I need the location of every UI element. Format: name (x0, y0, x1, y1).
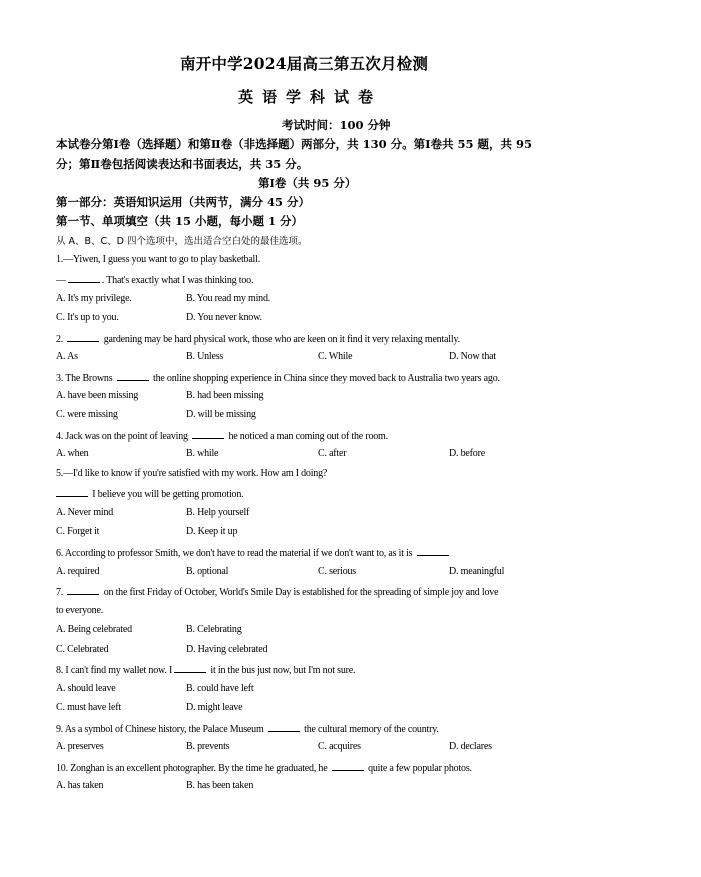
q5-option-a: A. Never mind (56, 507, 114, 518)
q6-option-d: D. meaningful (449, 566, 505, 577)
q-text: 9. As a symbol of Chinese history, the Palace Museum (56, 724, 266, 735)
q-text: 6. According to professor Smith, we don't have to read the material if we don't want to, as it is (56, 548, 415, 559)
question-1-stem: 1.—Yiwen, I guess you want to go to play basketball. (56, 254, 261, 265)
answer-blank (117, 371, 149, 381)
q-text: quite a few popular photos. (365, 763, 472, 774)
q1-option-b: B. You read my mind. (186, 293, 271, 304)
q7-option-a: A. Being celebrated (56, 624, 132, 635)
question-7-stem (56, 585, 498, 598)
reply-text: . That's exactly what I was thinking too. (101, 275, 254, 286)
q2-option-d: D. Now that (449, 351, 496, 362)
q-text: it in the bus just now, but I'm not sure. (208, 665, 356, 676)
q10-option-b: B. has been taken (186, 780, 254, 791)
q7-option-d: D. Having celebrated (186, 644, 268, 655)
q-text: 8. I can't find my wallet now. I (56, 665, 173, 676)
q2-option-b: B. Unless (186, 351, 224, 362)
q5-option-c: C. Forget it (56, 526, 100, 537)
q3-option-d: D. will be missing (186, 409, 256, 420)
question-2-stem (56, 332, 460, 345)
q4-option-b: B. while (186, 448, 219, 459)
q9-option-d: D. declares (449, 741, 492, 752)
q10-option-a: A. has taken (56, 780, 104, 791)
answer-blank (56, 487, 88, 497)
answer-blank (417, 546, 449, 556)
q5-option-d: D. Keep it up (186, 526, 238, 537)
question-6-stem (56, 546, 451, 559)
q9-option-b: B. prevents (186, 741, 230, 752)
exam-subtitle: 英语学科试卷 (238, 88, 383, 106)
q-num: 7. (56, 587, 66, 598)
part-heading: 第一部分：英语知识运用（共两节，满分 45 分） (56, 195, 311, 209)
question-10-stem (56, 761, 472, 774)
q7-option-c: C. Celebrated (56, 644, 109, 655)
q-text: 10. Zonghan is an excellent photographer. By the time he graduated, he (56, 763, 330, 774)
question-7-stem-cont: to everyone. (56, 605, 104, 616)
q4-option-a: A. when (56, 448, 89, 459)
answer-blank (174, 663, 206, 673)
q-text: 3. The Browns (56, 373, 115, 384)
intro-line-1: 本试卷分第Ⅰ卷（选择题）和第Ⅱ卷（非选择题）两部分，共 130 分。第Ⅰ卷共 55 题，共 95 (56, 137, 532, 151)
answer-blank (67, 332, 99, 342)
section-heading: 第一节、单项填空（共 15 小题，每小题 1 分） (56, 214, 304, 228)
question-9-stem (56, 722, 439, 735)
q3-option-a: A. have been missing (56, 390, 139, 401)
question-4-stem (56, 429, 388, 442)
reply-text: I believe you will be getting promotion. (90, 489, 244, 500)
q4-option-d: D. before (449, 448, 485, 459)
exam-title: 南开中学2024届高三第五次月检测 (180, 54, 429, 73)
q9-option-a: A. preserves (56, 741, 104, 752)
q-text: 4. Jack was on the point of leaving (56, 431, 191, 442)
q4-option-c: C. after (318, 448, 347, 459)
question-1-reply (56, 273, 253, 286)
q-text: he noticed a man coming out of the room. (226, 431, 388, 442)
q1-option-c: C. It's up to you. (56, 312, 119, 323)
question-5-stem: 5.—I'd like to know if you're satisfied with my work. How am I doing? (56, 468, 328, 479)
q8-option-b: B. could have left (186, 683, 254, 694)
q5-option-b: B. Help yourself (186, 507, 250, 518)
dash: — (56, 275, 66, 286)
q-text: the online shopping experience in China since they moved back to Australia two years ago. (150, 373, 500, 384)
q2-option-a: A. As (56, 351, 78, 362)
q1-option-a: A. It's my privilege. (56, 293, 132, 304)
q3-option-b: B. had been missing (186, 390, 264, 401)
q6-option-b: B. optional (186, 566, 229, 577)
answer-blank (192, 429, 224, 439)
q6-option-c: C. serious (318, 566, 357, 577)
q-text: on the first Friday of October, World's Smile Day is established for the spreading of simple joy and love (101, 587, 499, 598)
q-text: gardening may be hard physical work, those who are keen on it find it very relaxing mentally. (101, 334, 460, 345)
question-5-reply (56, 487, 243, 500)
q8-option-d: D. might leave (186, 702, 243, 713)
q6-option-a: A. required (56, 566, 100, 577)
answer-blank (68, 273, 100, 283)
answer-blank (268, 722, 300, 732)
q9-option-c: C. acquires (318, 741, 361, 752)
q8-option-a: A. should leave (56, 683, 116, 694)
q1-option-d: D. You never know. (186, 312, 262, 323)
answer-blank (67, 585, 99, 595)
q2-option-c: C. While (318, 351, 353, 362)
intro-line-2: 分；第Ⅱ卷包括阅读表达和书面表达，共 35 分。 (56, 157, 309, 171)
question-3-stem (56, 371, 500, 384)
q-num: 2. (56, 334, 66, 345)
volume-heading: 第Ⅰ卷（共 95 分） (258, 176, 357, 190)
answer-blank (332, 761, 364, 771)
q3-option-c: C. were missing (56, 409, 118, 420)
instruction: 从 A、B、C、D 四个选项中，选出适合空白处的最佳选项。 (56, 236, 308, 247)
q8-option-c: C. must have left (56, 702, 121, 713)
exam-time: 考试时间：100 分钟 (282, 118, 391, 132)
q7-option-b: B. Celebrating (186, 624, 242, 635)
q-text: the cultural memory of the country. (301, 724, 439, 735)
question-8-stem (56, 663, 355, 676)
